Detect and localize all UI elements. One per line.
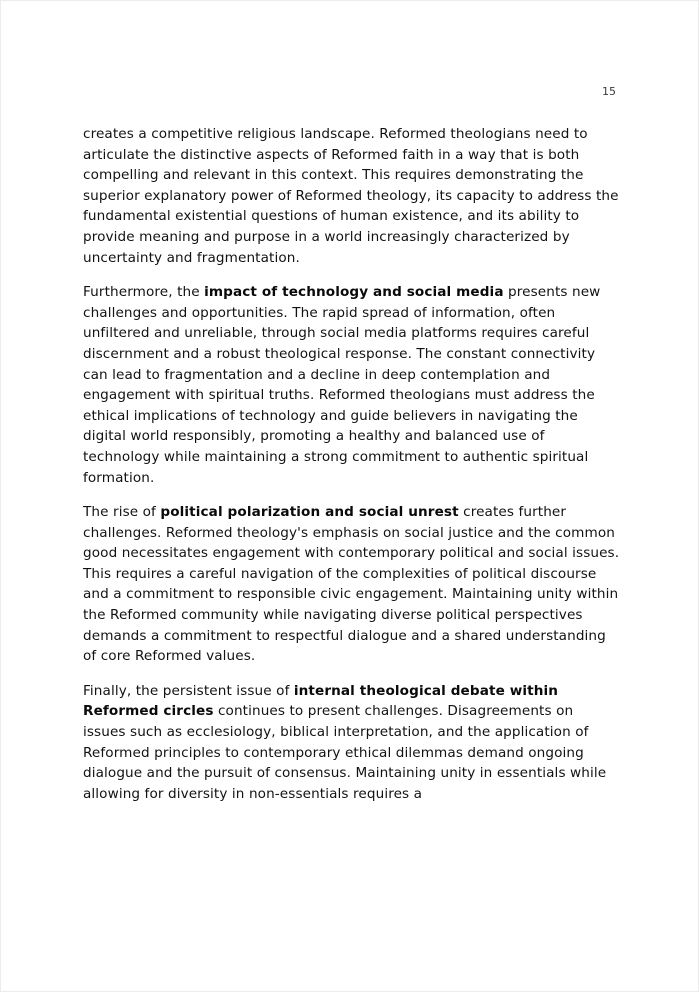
page-number: 15 [602, 85, 616, 98]
text-run: continues to present challenges. Disagreements on issues such as ecclesiology, biblical interpretation, and the application of Reformed principles to contemporary ethical dilemmas demand ongoing dialogue and the pursuit of consensus. Maintaining unity in essentials while allowing for diversity in non-essentials requires a [83, 703, 607, 802]
text-run: The rise of [83, 504, 161, 521]
text-run: Finally, the persistent issue of [83, 682, 294, 699]
text-run: Furthermore, the [83, 284, 205, 301]
paragraph [83, 502, 620, 667]
text-run: creates further challenges. Reformed theology's emphasis on social justice and the common good necessitates engagement with contemporary political and social issues. This requires a careful navigation of the complexities of political discourse and a commitment to responsible civic engagement. Maintaining unity within the Reformed community while navigating diverse political perspectives demands a commitment to respectful dialogue and a shared understanding of core Reformed values. [83, 504, 620, 665]
paragraph [83, 282, 620, 488]
bold-text-run: impact of technology and social media [204, 284, 504, 301]
page-content [83, 124, 620, 818]
bold-text-run: political polarization and social unrest [160, 504, 459, 521]
text-run: creates a competitive religious landscape. Reformed theologians need to articulate the distinctive aspects of Reformed faith in a way that is both compelling and relevant in this context. This requires demonstrating the superior explanatory power of Reformed theology, its capacity to address the fundamental existential questions of human existence, and its ability to provide meaning and purpose in a world increasingly characterized by uncertainty and fragmentation. [83, 126, 619, 266]
text-run: presents new challenges and opportunities. The rapid spread of information, often unfiltered and unreliable, through social media platforms requires careful discernment and a robust theological response. The constant connectivity can lead to fragmentation and a decline in deep contemplation and engagement with spiritual truths. Reformed theologians must address the ethical implications of technology and guide believers in navigating the digital world responsibly, promoting a healthy and balanced use of technology while maintaining a strong commitment to authentic spiritual formation. [83, 284, 601, 486]
bold-text-run: internal theological debate within Reformed circles [83, 682, 559, 720]
paragraph [83, 681, 620, 805]
paragraph [83, 124, 620, 268]
